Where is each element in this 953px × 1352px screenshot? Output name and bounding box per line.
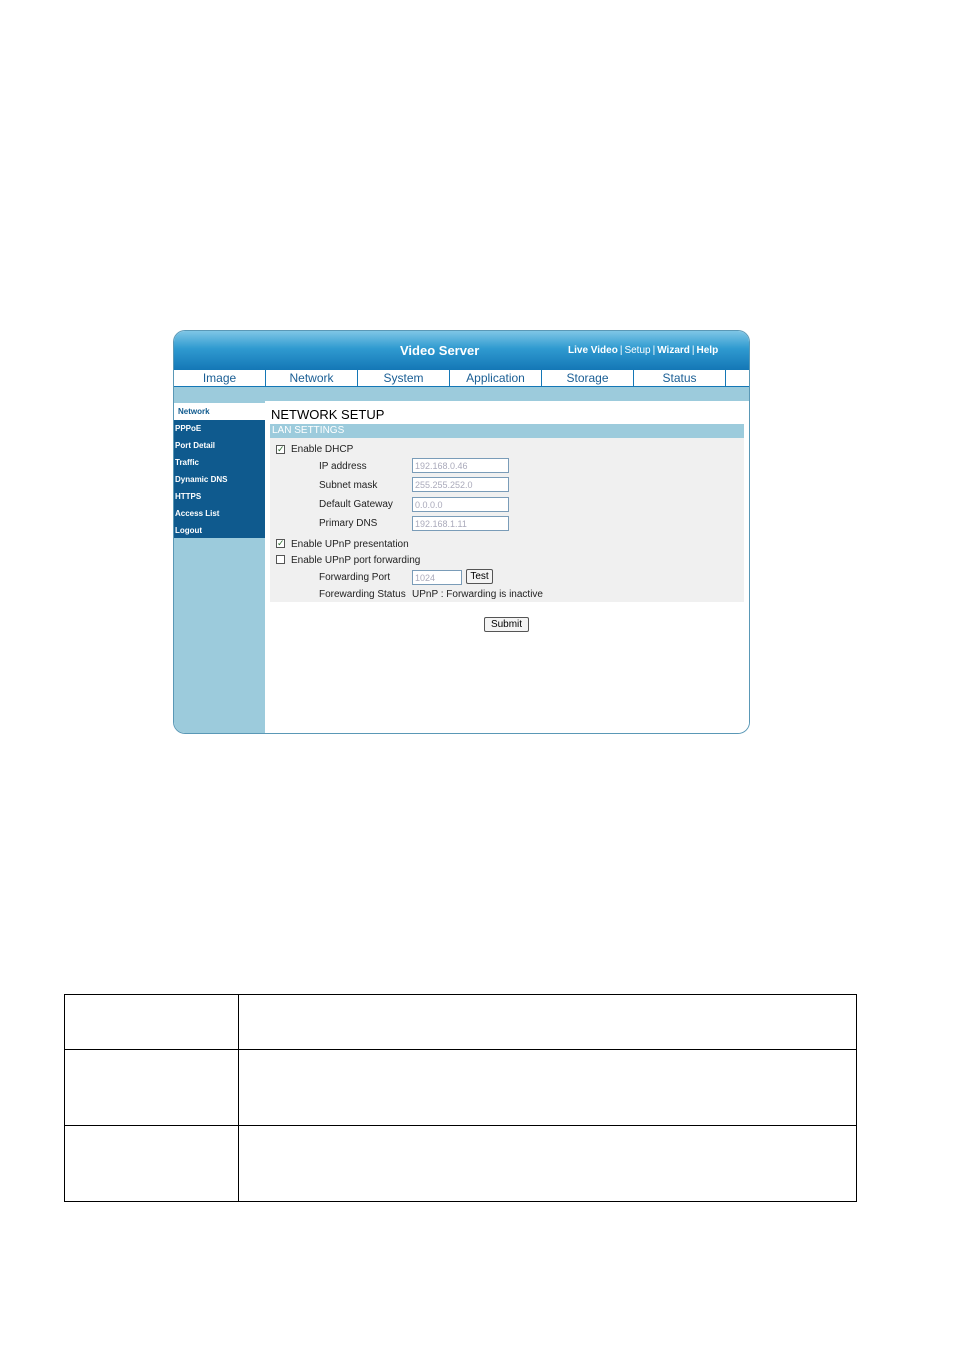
primary-dns-label: Primary DNS [319,518,378,529]
table-cell [65,995,239,1050]
tab-status[interactable]: Status [634,370,726,386]
table-cell [239,1050,857,1126]
page-title: NETWORK SETUP [271,407,385,422]
tab-network[interactable]: Network [266,370,358,386]
sidebar-item-port-detail[interactable]: Port Detail [175,441,216,450]
table-cell [65,1050,239,1126]
description-table [64,994,857,1202]
test-button[interactable]: Test [466,569,493,584]
sidebar-menu [174,403,265,538]
link-separator: | [652,345,656,356]
lan-settings-panel [270,438,744,602]
table-row [65,1050,857,1126]
table-row [65,1126,857,1202]
upnp-forwarding-label: Enable UPnP port forwarding [291,555,421,566]
subnet-mask-label: Subnet mask [319,480,378,491]
sidebar [174,401,265,734]
table-cell [239,1126,857,1202]
link-separator: | [619,345,623,356]
main-content [265,401,749,733]
sub-header-bar [174,387,749,401]
submit-button[interactable]: Submit [484,617,529,632]
app-title: Video Server [400,343,480,358]
sidebar-item-https[interactable]: HTTPS [175,492,202,501]
subnet-mask-input[interactable] [412,477,509,492]
link-wizard[interactable]: Wizard [657,345,690,356]
tab-image[interactable]: Image [174,370,266,386]
sidebar-item-network[interactable]: Network [174,403,265,420]
ip-address-input[interactable] [412,458,509,473]
link-help[interactable]: Help [696,345,719,356]
upnp-presentation-label: Enable UPnP presentation [291,539,409,550]
table-row [65,995,857,1050]
primary-dns-input[interactable] [412,516,509,531]
table-cell [239,995,857,1050]
link-separator: | [691,345,695,356]
forwarding-status-value: UPnP : Forwarding is inactive [412,589,543,600]
forwarding-status-label: Forewarding Status [319,589,406,600]
forwarding-port-input[interactable] [412,570,462,585]
tab-application[interactable]: Application [450,370,542,386]
default-gateway-input[interactable] [412,497,509,512]
tab-system[interactable]: System [358,370,450,386]
table-cell [65,1126,239,1202]
link-live-video[interactable]: Live Video [568,345,618,356]
tab-storage[interactable]: Storage [542,370,634,386]
sidebar-item-traffic[interactable]: Traffic [175,458,200,467]
header-bar [174,331,749,370]
upnp-presentation-checkbox[interactable]: ✓ [277,538,285,548]
sidebar-item-dynamic-dns[interactable]: Dynamic DNS [175,475,228,484]
sidebar-item-pppoe[interactable]: PPPoE [175,424,202,433]
video-server-window [173,330,750,734]
header-links [568,345,718,356]
upnp-forwarding-checkbox[interactable] [276,555,285,564]
section-header: LAN SETTINGS [270,424,744,438]
ip-address-label: IP address [319,461,367,472]
sidebar-item-access-list[interactable]: Access List [175,509,220,518]
enable-dhcp-label: Enable DHCP [291,444,354,455]
sidebar-item-logout[interactable]: Logout [175,526,203,535]
main-tabs [174,370,749,387]
link-setup[interactable]: Setup [624,345,651,356]
enable-dhcp-checkbox[interactable]: ✓ [277,444,285,454]
forwarding-port-label: Forwarding Port [319,572,391,583]
default-gateway-label: Default Gateway [319,499,393,510]
